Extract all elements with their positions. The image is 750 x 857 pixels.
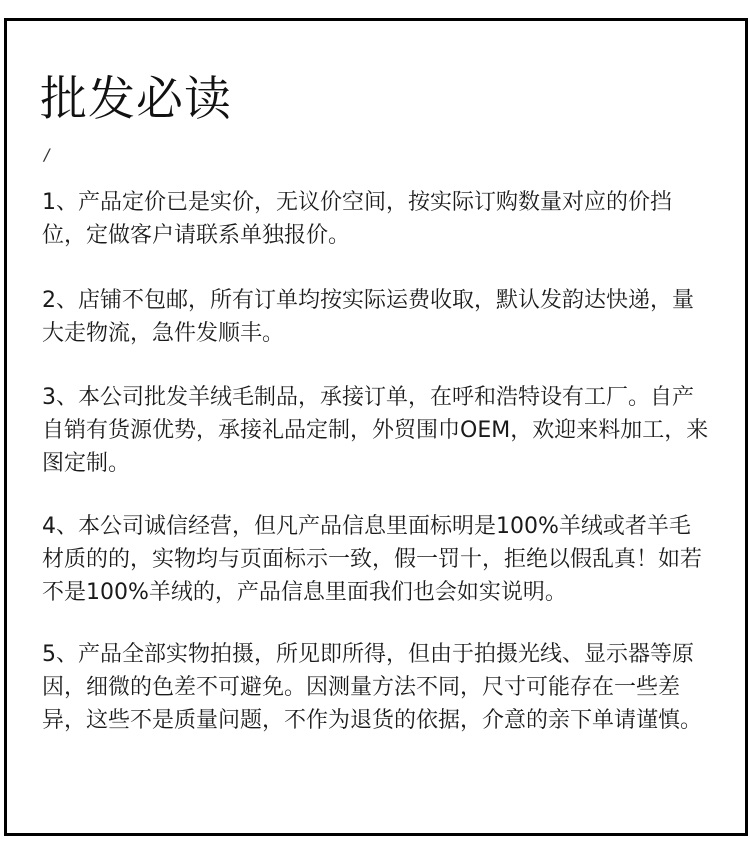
notice-item-2: 2、店铺不包邮，所有订单均按实际运费收取，默认发韵达快递，量大走物流，急件发顺丰。 xyxy=(42,288,694,346)
title-separator: / xyxy=(44,145,50,164)
notice-item-1: 1、产品定价已是实价，无议价空间，按实际订购数量对应的价挡位，定做客户请联系单独报价。 xyxy=(42,190,672,248)
notice-item-5: 5、产品全部实物拍摄，所见即所得，但由于拍摄光线、显示器等原因，细微的色差不可避免。因测量方法不同，尺寸可能存在一些差异，这些不是质量问题，不作为退货的依据，介意的亲下单请谨慎。 xyxy=(42,642,703,733)
notice-item-3: 3、本公司批发羊绒毛制品，承接订单，在呼和浩特设有工厂。自产自销有货源优势，承接礼品定制，外贸围巾OEM，欢迎来料加工，来图定制。 xyxy=(42,385,709,476)
notice-item-4: 4、本公司诚信经营，但凡产品信息里面标明是100%羊绒或者羊毛材质的的，实物均与页面标示一致，假一罚十，拒绝以假乱真！如若不是100%羊绒的，产品信息里面我们也会如实说明。 xyxy=(42,514,703,605)
page-title: 批发必读 xyxy=(40,72,232,127)
